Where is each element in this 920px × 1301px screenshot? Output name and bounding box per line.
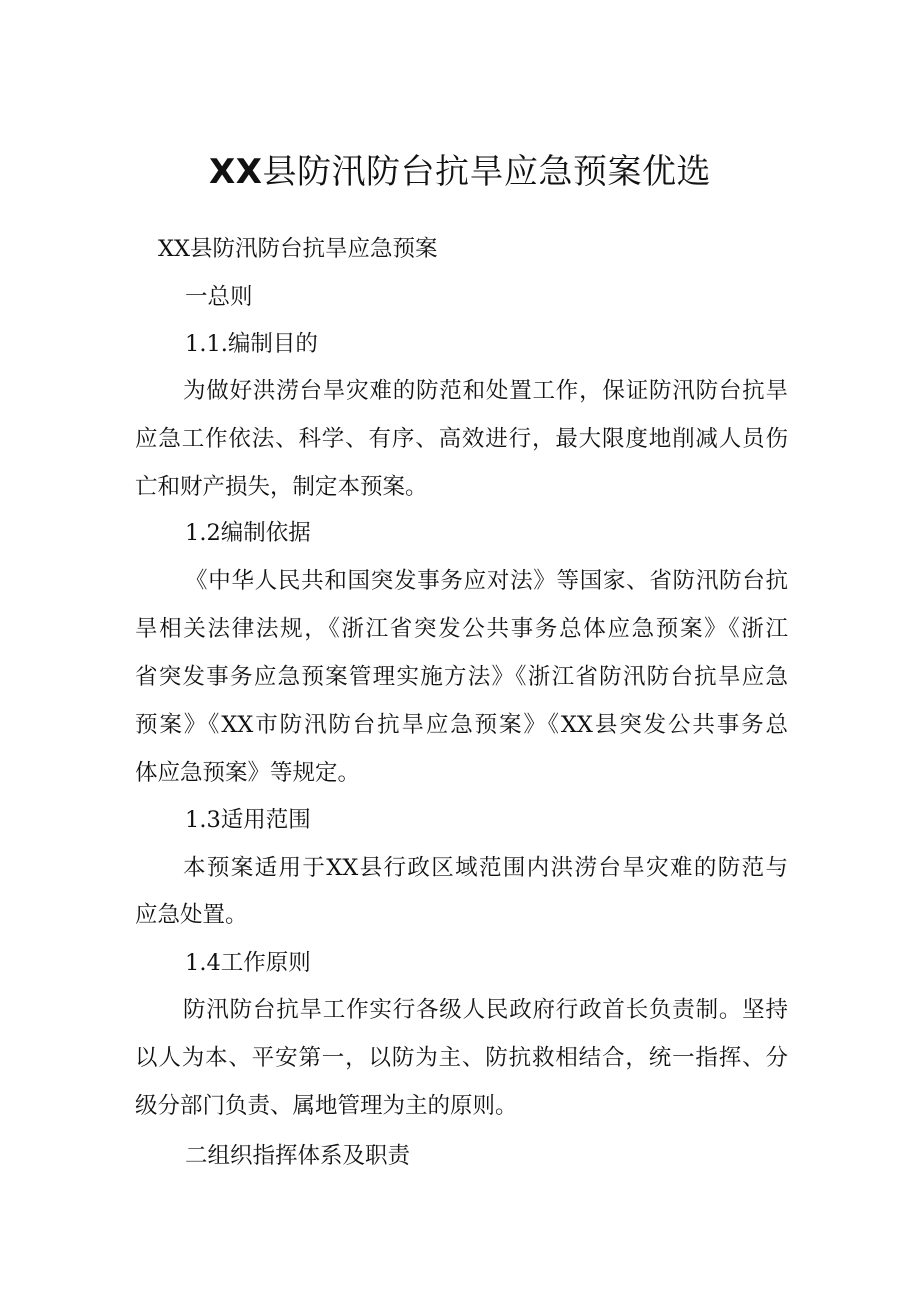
section-heading: 一总则	[185, 284, 253, 310]
section-heading: 二组织指挥体系及职责	[185, 1143, 411, 1169]
paragraph-line: 应急工作依法、科学、有序、高效进行，最大限度地削减人员伤	[135, 426, 788, 452]
section-heading: 1.1.编制目的	[185, 331, 318, 357]
section-heading: 1.2编制依据	[185, 520, 311, 546]
document-title: XX县防汛防台抗旱应急预案优选	[209, 152, 711, 192]
paragraph-line: 防汛防台抗旱工作实行各级人民政府行政首长负责制。坚持	[183, 997, 788, 1023]
paragraph-line: 为做好洪涝台旱灾难的防范和处置工作，保证防汛防台抗旱	[183, 378, 788, 404]
paragraph-line: 旱相关法律法规，《浙江省突发公共事务总体应急预案》《浙江	[135, 616, 788, 642]
subtitle-line: XX县防汛防台抗旱应急预案	[158, 236, 438, 262]
paragraph-line: 应急处置。	[135, 902, 248, 928]
paragraph-line: 预案》《XX市防汛防台抗旱应急预案》《XX县突发公共事务总	[135, 712, 788, 738]
paragraph-line: 省突发事务应急预案管理实施方法》《浙江省防汛防台抗旱应急	[135, 664, 788, 690]
paragraph-line: 亡和财产损失，制定本预案。	[135, 474, 428, 500]
paragraph-line: 以人为本、平安第一，以防为主、防抗救相结合，统一指挥、分	[135, 1045, 788, 1071]
section-heading: 1.3适用范围	[185, 807, 311, 833]
paragraph-line: 本预案适用于XX县行政区域范围内洪涝台旱灾难的防范与	[183, 855, 788, 881]
section-heading: 1.4工作原则	[185, 950, 311, 976]
paragraph-line: 体应急预案》等规定。	[135, 760, 361, 786]
paragraph-line: 《中华人民共和国突发事务应对法》等国家、省防汛防台抗	[185, 568, 788, 594]
paragraph-line: 级分部门负责、属地管理为主的原则。	[135, 1093, 518, 1119]
